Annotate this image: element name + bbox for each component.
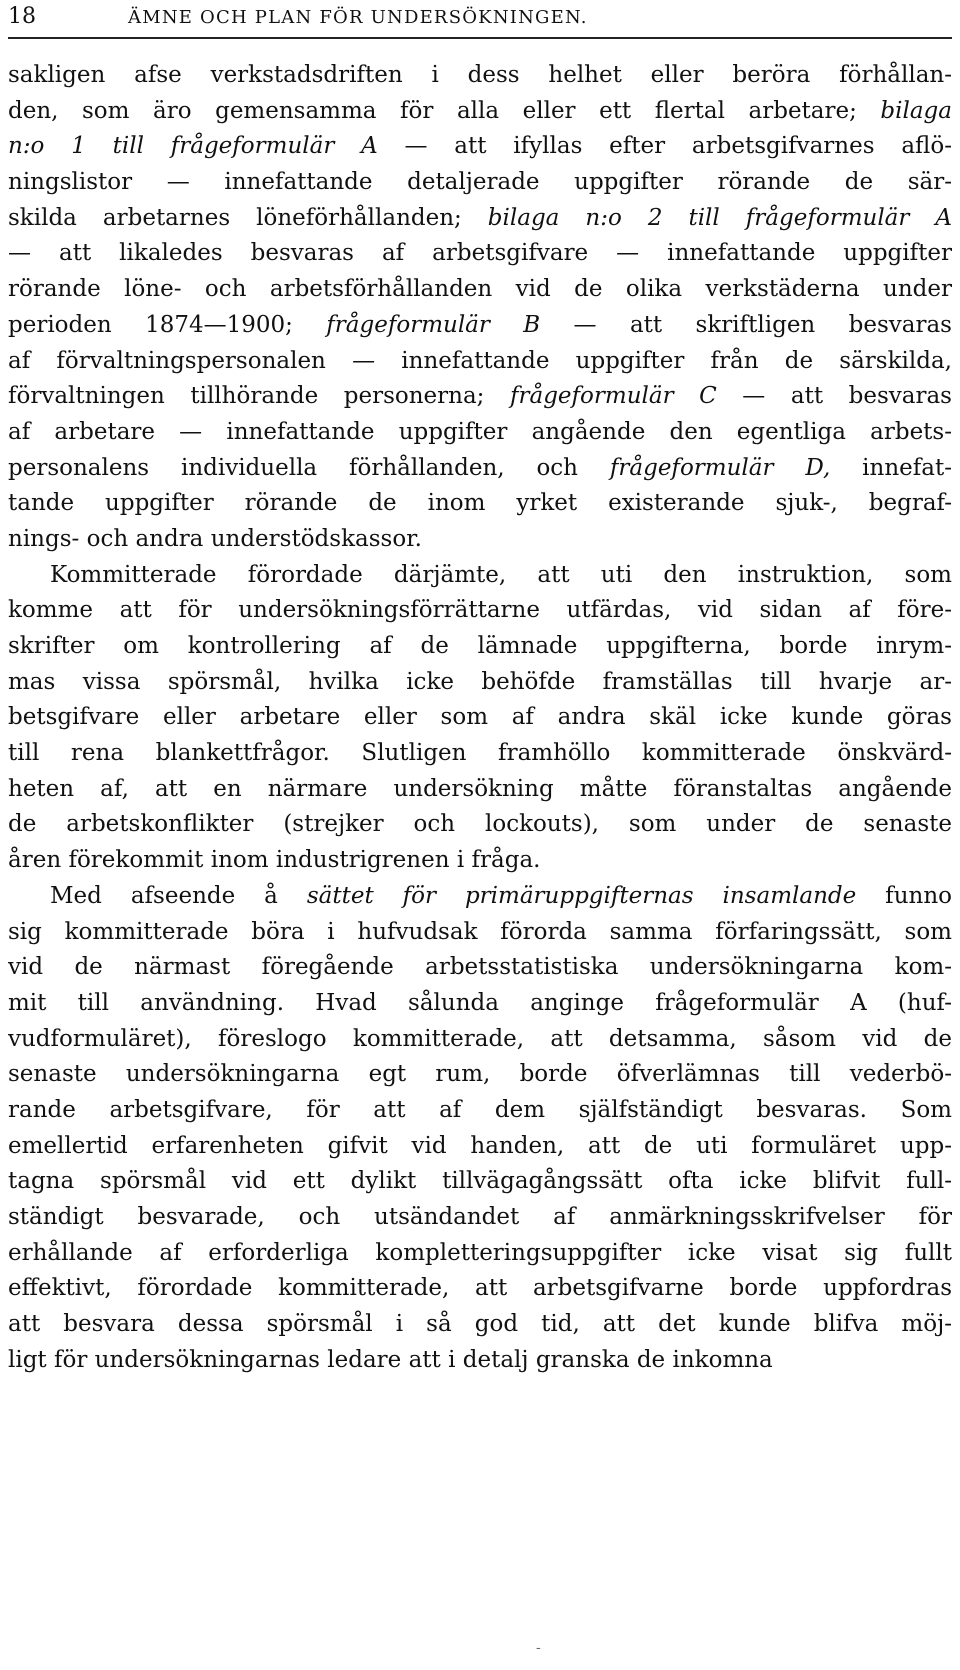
text-line <box>8 1093 952 1129</box>
text-segment: rande arbetsgifvare, för att af dem själfständigt besvaras. Som <box>8 1096 952 1123</box>
text-line <box>8 772 952 808</box>
text-segment: funno <box>856 882 952 909</box>
text-line <box>8 700 952 736</box>
text-line <box>8 1057 952 1093</box>
text-segment: skilda arbetarnes löneförhållanden; <box>8 204 488 231</box>
text-segment: perioden 1874—1900; <box>8 311 327 338</box>
paragraph <box>8 58 952 558</box>
text-line <box>8 165 952 201</box>
text-line <box>8 879 952 915</box>
text-segment: — att likaledes besvaras af arbetsgifvare — innefattande uppgifter <box>8 240 952 267</box>
text-segment: förvaltningen tillhörande personerna; <box>8 383 510 410</box>
text-segment: sakligen afse verkstadsdriften i dess helhet eller berörа förhållan- <box>8 62 952 88</box>
text-segment: ligt för undersökningarnas ledare att i detalj granska de inkomna <box>8 1346 773 1373</box>
text-segment: mit till användning. Hvad sålunda anginge frågeformulär A (huf- <box>8 989 952 1016</box>
text-segment: ningslistor — innefattande detaljerade uppgifter rörande de sär- <box>8 169 952 196</box>
text-segment: vid de närmast föregående arbetsstatistiska undersökningarna kom- <box>8 954 952 981</box>
text-segment: sig kommitterade böra i hufvudsak förorda samma förfaringssätt, som <box>8 918 952 945</box>
text-line <box>8 1022 952 1058</box>
text-line <box>8 736 952 772</box>
text-segment: senaste undersökningarna egt rum, borde öfverlämnas till vederbö- <box>8 1061 952 1088</box>
header-rule <box>8 37 952 39</box>
text-segment: betsgifvare eller arbetare eller som af andra skäl icke kunde göras <box>8 704 952 731</box>
text-segment: — att besvaras <box>716 383 952 410</box>
text-line <box>8 915 952 951</box>
italic-segment: sättet för primäruppgifternas insamlande <box>306 882 857 909</box>
text-segment: till rena blankettfrågor. Slutligen framhöllo kommitterade önskvärd- <box>8 740 952 767</box>
text-line <box>8 950 952 986</box>
text-segment: — att skriftligen besvaras <box>540 311 952 338</box>
text-line <box>8 1200 952 1236</box>
page-number: 18 <box>8 4 36 29</box>
text-line <box>8 415 952 451</box>
text-segment: den, som äro gemensamma för alla eller ett flertal arbetare; <box>8 97 881 124</box>
print-mark: - <box>536 1640 541 1656</box>
text-segment: mas vissa spörsmål, hvilka icke behöfde framställas till hvarje ar- <box>8 668 952 695</box>
paragraph <box>8 879 952 1379</box>
text-segment: — att ifyllas efter arbetsgifvarnes aflö- <box>377 133 952 160</box>
text-line <box>8 558 952 594</box>
text-line <box>8 129 952 165</box>
text-line <box>8 986 952 1022</box>
text-line <box>8 94 952 130</box>
text-segment: effektivt, förordade kommitterade, att arbetsgifvarne borde uppfordras <box>8 1275 952 1302</box>
text-segment: personalens individuella förhållanden, och <box>8 454 610 481</box>
italic-segment: frågeformulär D, <box>609 454 831 481</box>
text-line <box>8 486 952 522</box>
text-line <box>8 58 952 94</box>
text-segment: ständigt besvarade, och utsändandet af anmärkningsskrifvelser för <box>8 1204 952 1230</box>
text-segment: nings- och andra understödskassor. <box>8 525 422 552</box>
text-segment: emellertid erfarenheten gifvit vid handen, att de uti formuläret upp- <box>8 1132 952 1159</box>
text-line <box>8 843 952 879</box>
text-segment: vudformuläret), föreslogo kommitterade, att detsamma, såsom vid de <box>8 1025 952 1052</box>
text-segment: komme att för undersökningsförrättarne utfärdas, vid sidan af före- <box>8 597 952 624</box>
italic-segment: bilaga n:o 2 till frågeformulär A <box>487 204 952 231</box>
text-line <box>8 308 952 344</box>
text-segment: de arbetskonflikter (strejker och lockouts), som under de senaste <box>8 811 952 838</box>
text-segment: tagna spörsmål vid ett dylikt tillvägagångssätt ofta icke blifvit full- <box>8 1168 952 1195</box>
text-segment: Kommitterade förordade därjämte, att uti den instruktion, som <box>50 561 952 588</box>
text-line <box>8 451 952 487</box>
text-segment: af arbetare — innefattande uppgifter angående den egentliga arbets- <box>8 418 952 445</box>
text-line <box>8 344 952 380</box>
body-text <box>8 58 952 1378</box>
text-line <box>8 1307 952 1343</box>
running-head-title: ÄMNE OCH PLAN FÖR UNDERSÖKNINGEN. <box>128 7 588 28</box>
text-line <box>8 201 952 237</box>
text-line <box>8 593 952 629</box>
italic-segment: n:o 1 till frågeformulär A <box>8 133 378 160</box>
text-line <box>8 807 952 843</box>
text-segment: att besvara dessa spörsmål i så god tid, att det kunde blifva möj- <box>8 1311 952 1338</box>
text-line <box>8 1343 952 1379</box>
italic-segment: frågeformulär C <box>509 383 717 410</box>
text-line <box>8 379 952 415</box>
text-segment: rörande löne- och arbetsförhållanden vid de olika verkstäderna under <box>8 276 952 303</box>
text-segment: tande uppgifter rörande de inom yrket existerande sjuk-, begraf- <box>8 490 952 517</box>
text-line <box>8 236 952 272</box>
italic-segment: frågeformulär B <box>326 311 541 338</box>
italic-segment: bilaga <box>880 97 952 124</box>
text-line <box>8 272 952 308</box>
text-segment: af förvaltningspersonalen — innefattande uppgifter från de särskilda, <box>8 347 952 374</box>
text-segment: skrifter om kontrollering af de lämnade uppgifterna, borde inrym- <box>8 633 952 659</box>
text-line <box>8 629 952 665</box>
text-line <box>8 522 952 558</box>
text-line <box>8 665 952 701</box>
text-line <box>8 1164 952 1200</box>
running-head <box>0 4 960 30</box>
text-segment: heten af, att en närmare undersökning måtte föranstaltas angående <box>8 775 952 802</box>
text-segment: erhållande af erforderliga kompletteringsuppgifter icke visat sig fullt <box>8 1239 952 1266</box>
text-segment: Med afseende å <box>50 882 307 909</box>
paragraph <box>8 558 952 879</box>
text-line <box>8 1129 952 1165</box>
text-segment: åren förekommit inom industrigrenen i fråga. <box>8 847 541 874</box>
text-segment: innefat- <box>830 454 952 481</box>
text-line <box>8 1271 952 1307</box>
text-line <box>8 1236 952 1272</box>
